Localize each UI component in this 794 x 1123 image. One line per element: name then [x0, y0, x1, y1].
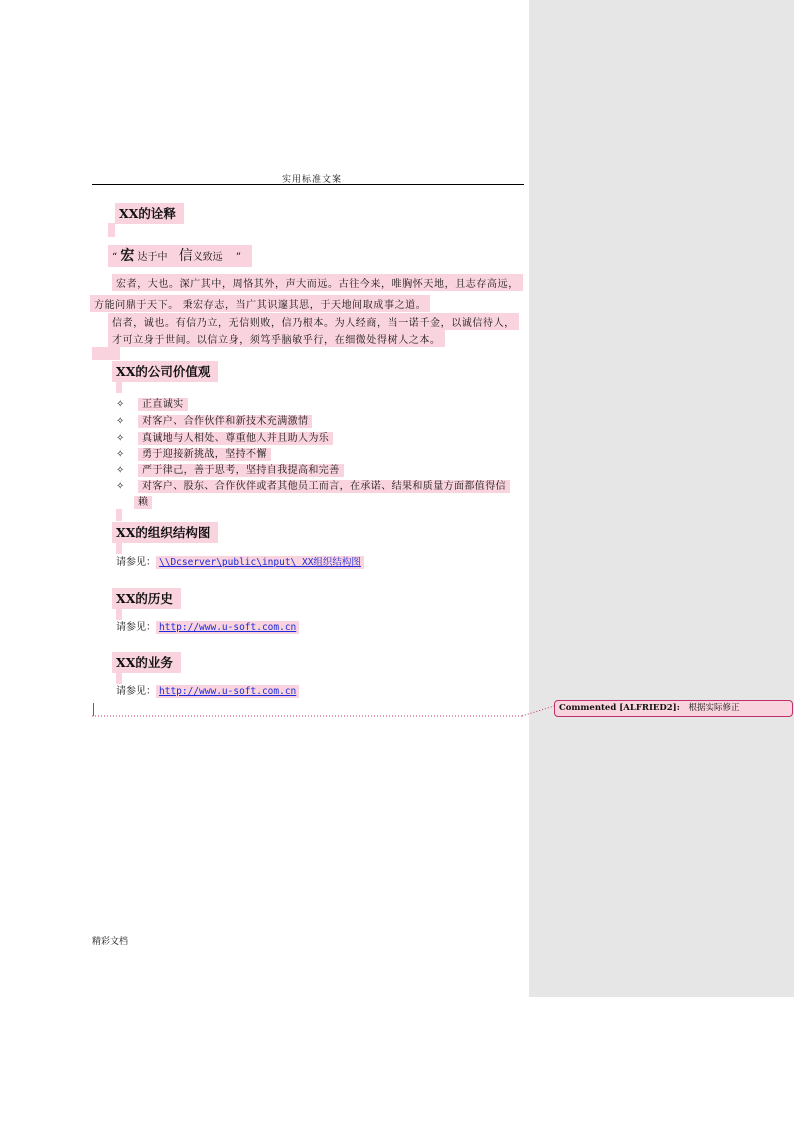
value-bullet: ✧ 真诚地与人相处、尊重他人并且助人为乐 [116, 429, 333, 444]
comment-author-label: Commented [ALFRIED2]: [559, 703, 680, 713]
history-reference: 请参见： http://www.u-soft.com.cn [116, 619, 299, 637]
diamond-bullet-icon: ✧ [116, 416, 125, 427]
page-footer: 精彩文档 [92, 937, 129, 947]
diamond-bullet-icon: ✧ [116, 399, 125, 410]
para-hong-line1: 宏者，大也。深广其中，周恪其外，声大而远。古往今来，唯胸怀天地，且志存高远， [112, 274, 523, 291]
empty-paragraph-mark [116, 381, 122, 393]
page-header: 实用标准文案 [281, 175, 342, 185]
comment-text: 根据实际修正 [688, 703, 740, 713]
comment-balloon[interactable] [554, 700, 793, 717]
diamond-bullet-icon: ✧ [116, 433, 125, 444]
comment-sidebar [529, 0, 794, 997]
org-chart-link[interactable]: \\Dcserver\public\input\ XX组织结构图 [159, 557, 361, 568]
para-xin-line1: 信者，诚也。有信乃立，无信则败，信乃根本。为人经商，当一诺千金，以诚信待人， [108, 313, 519, 330]
header-rule [92, 184, 524, 185]
value-bullet: ✧ 对客户、合作伙伴和新技术充满激情 [116, 412, 312, 427]
section-title-business: XX的业务 [112, 652, 181, 673]
motto: “ 宏 达于中 信义致远 ” [108, 245, 252, 267]
business-link[interactable]: http://www.u-soft.com.cn [159, 686, 297, 697]
para-hong-line2: 方能问鼎于天下。 秉宏存志，当广其识邃其思，于天地间取成事之道。 [90, 295, 430, 312]
section-title-org-chart: XX的组织结构图 [112, 522, 218, 543]
empty-paragraph-mark [108, 223, 115, 237]
empty-paragraph-mark [116, 509, 122, 521]
diamond-bullet-icon: ✧ [116, 449, 125, 460]
history-link[interactable]: http://www.u-soft.com.cn [159, 622, 297, 633]
diamond-bullet-icon: ✧ [116, 481, 125, 492]
business-reference: 请参见： http://www.u-soft.com.cn [116, 683, 299, 701]
value-bullet: ✧ 严于律己，善于思考，坚持自我提高和完善 [116, 461, 344, 476]
empty-paragraph-mark [92, 347, 120, 360]
value-bullet: ✧ 正直诚实 [116, 395, 188, 410]
value-bullet: ✧ 勇于迎接新挑战，坚持不懈 [116, 445, 271, 460]
empty-paragraph-mark [116, 542, 122, 554]
value-bullet-continuation: 赖 [134, 493, 152, 508]
para-xin-line2: 才可立身于世间。以信立身，须笃乎脑敏乎行，在细微处得树人之本。 [108, 330, 445, 347]
diamond-bullet-icon: ✧ [116, 465, 125, 476]
value-bullet: ✧ 对客户、股东、合作伙伴或者其他员工而言，在承诺、结果和质量方面都值得信 [116, 477, 510, 492]
org-chart-reference: 请参见： \\Dcserver\public\input\ XX组织结构图 [116, 554, 364, 572]
section-title-values: XX的公司价值观 [112, 361, 218, 382]
section-title-interpretation: XX的诠释 [115, 203, 184, 224]
comment-connector [92, 700, 556, 720]
section-title-history: XX的历史 [112, 588, 181, 609]
